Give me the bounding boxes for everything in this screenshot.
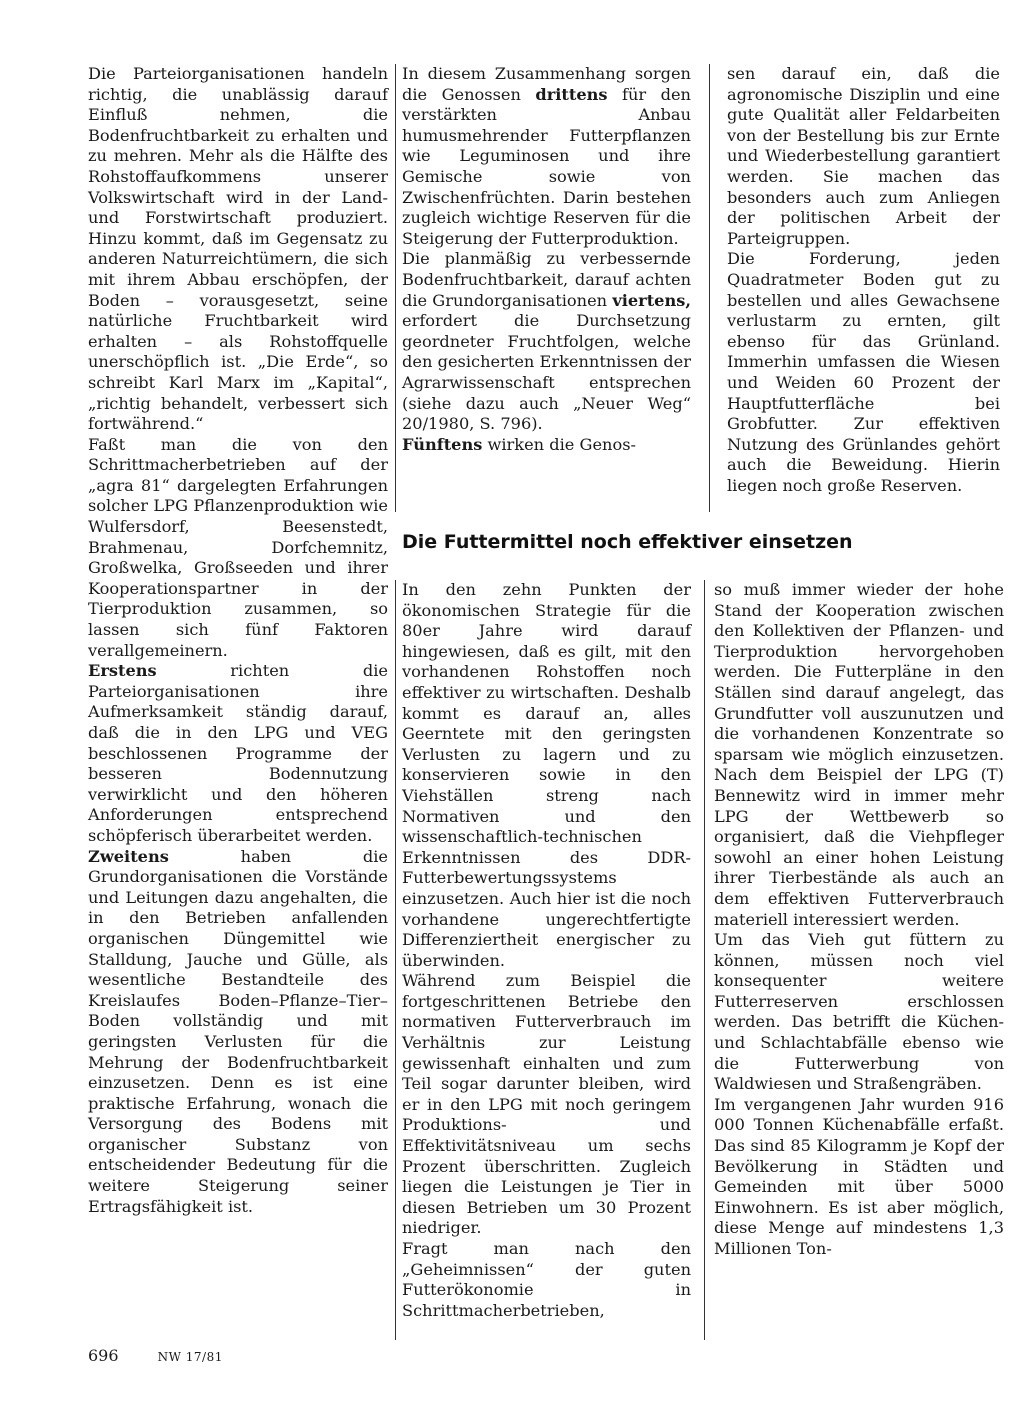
column-rule bbox=[704, 580, 705, 1340]
text-column-4 bbox=[402, 580, 691, 1321]
enumeration-word: Fünftens bbox=[402, 434, 483, 454]
paragraph-text: für den verstärkten Anbau humusmehrender Futterpflanzen wie Leguminosen und ihre Gemische sowie von Zwischenfrüchten. Darin bestehen zugleich wichtige Reserven für die Steigerung der Futterproduktion. bbox=[402, 84, 691, 248]
text-column-2 bbox=[402, 64, 691, 455]
column-rule bbox=[395, 580, 396, 1340]
paragraph: Fragt man nach den „Geheimnissen“ der guten Futterökonomie in Schrittmacherbetrieben, bbox=[402, 1239, 691, 1320]
paragraph-text: richten die Parteiorganisationen ihre Aufmerksamkeit ständig darauf, daß die in den LPG und VEG beschlossenen Programme der besseren Bodennutzung verwirklicht und den höheren Anforderungen entsprechend schöpferisch überarbeitet werden. bbox=[88, 661, 388, 845]
paragraph: Während zum Beispiel die fortgeschrittenen Betriebe den normativen Futterverbrauch im Verhältnis zur Leistung gewissenhaft einhalten und zum Teil sogar darunter bleiben, wird er in den LPG mit noch geringem Produktions- und Effektivitätsniveau um sechs Prozent überschritten. Zugleich liegen die Leistungen je Tier in diesen Betrieben um 30 Prozent niedriger. bbox=[402, 971, 691, 1238]
enumeration-word: Erstens bbox=[88, 661, 157, 681]
page-footer bbox=[88, 1346, 223, 1367]
paragraph bbox=[88, 847, 388, 1218]
paragraph-text: erfordert die Durchsetzung geordneter Fruchtfolgen, welche den gesicherten Erkenntnissen der Agrarwissenschaft entsprechen (siehe dazu auch „Neuer Weg“ 20/1980, S. 796). bbox=[402, 311, 691, 434]
section-heading: Die Futtermittel noch effektiver einsetzen bbox=[402, 531, 853, 553]
paragraph bbox=[402, 64, 691, 249]
paragraph-text: Die planmäßig zu verbessernde Bodenfruchtbarkeit, darauf achten die Grundorganisationen bbox=[402, 249, 691, 310]
issue-label: NW 17/81 bbox=[157, 1350, 223, 1364]
text-column-1 bbox=[88, 64, 388, 1217]
paragraph bbox=[402, 435, 691, 456]
paragraph bbox=[402, 249, 691, 434]
paragraph: In den zehn Punkten der ökonomischen Strategie für die 80er Jahre wird darauf hingewiesen, daß es gilt, mit den vorhandenen Rohstoffen noch effektiver zu wirtschaften. Deshalb kommt es darauf an, alles Geerntete mit den geringsten Verlusten zu lagern und zu konservieren sowie in den Viehställen streng nach Normativen und den wissenschaftlich-technischen Erkenntnissen des DDR-Futterbewertungssystems einzusetzen. Auch hier ist die noch vorhandene ungerechtfertigte Differenziertheit energischer zu überwinden. bbox=[402, 580, 691, 970]
paragraph bbox=[88, 661, 388, 846]
paragraph: so muß immer wieder der hohe Stand der Kooperation zwischen den Kollektiven der Pflanzen- und Tierproduktion hervorgehoben werden. Die Futterpläne in den Ställen sind darauf angelegt, das Grundfutter voll auszunutzen und die vorhandenen Konzentrate so sparsam wie möglich einzusetzen. Nach dem Beispiel der LPG (T) Bennewitz wird in immer mehr LPG der Wettbewerb so organisiert, daß die Viehpfleger sowohl an einer hohen Leistung ihrer Tierbestände als auch an dem effektiven Futterverbrauch materiell interessiert werden. bbox=[714, 580, 1004, 929]
paragraph: Die Parteiorganisationen handeln richtig, die unablässig darauf Einfluß nehmen, die Bodenfruchtbarkeit zu erhalten und zu mehren. Mehr als die Hälfte des Rohstoffaufkommens unserer Volkswirtschaft wird in der Land- und Forstwirtschaft produziert. Hinzu kommt, daß im Gegensatz zu anderen Naturreichtümern, die sich mit ihrem Abbau erschöpfen, der Boden – vorausgesetzt, seine natürliche Fruchtbarkeit wird erhalten – als Rohstoffquelle unerschöpflich ist. „Die Erde“, so schreibt Karl Marx im „Kapital“, „richtig behandelt, verbessert sich fortwährend.“ bbox=[88, 64, 388, 434]
paragraph-text: haben die Grundorganisationen die Vorstände und Leitungen dazu angehalten, die in den Betrieben anfallenden organischen Düngemittel wie Stalldung, Jauche und Gülle, als wesentliche Bestandteile des Kreislaufes Boden–Pflanze–Tier–Boden vollständig und mit geringsten Verlusten für die Mehrung der Bodenfruchtbarkeit einzusetzen. Denn es ist eine praktische Erfahrung, wonach die Versorgung des Bodens mit organischer Substanz von entscheidender Bedeutung für die weitere Steigerung seiner Ertragsfähigkeit ist. bbox=[88, 846, 388, 1216]
paragraph: Faßt man die von den Schrittmacherbetrieben auf der „agra 81“ dargelegten Erfahrungen solcher LPG Pflanzenproduktion wie Wulfersdorf, Beesenstedt, Brahmenau, Dorfchemnitz, Großwelka, Großseeden und ihrer Kooperationspartner in der Tierproduktion zusammen, so lassen sich fünf Faktoren verallgemeinern. bbox=[88, 434, 388, 660]
enumeration-word: viertens, bbox=[612, 290, 691, 310]
paragraph: sen darauf ein, daß die agronomische Disziplin und eine gute Qualität aller Feldarbeiten von der Bestellung bis zur Ernte und Wiederbestellung garantiert werden. Sie machen das besonders auch zum Anliegen der politischen Arbeit der Parteigruppen. bbox=[727, 64, 1000, 248]
column-rule bbox=[395, 64, 396, 512]
paragraph: Im vergangenen Jahr wurden 916 000 Tonnen Küchenabfälle erfaßt. Das sind 85 Kilogramm je Kopf der Bevölkerung in Städten und Gemeinden mit über 5000 Einwohnern. Es ist aber möglich, diese Menge auf mindestens 1,3 Millionen Ton- bbox=[714, 1094, 1004, 1258]
enumeration-word: Zweitens bbox=[88, 846, 169, 866]
text-column-5 bbox=[714, 580, 1004, 1260]
page-number: 696 bbox=[88, 1346, 119, 1365]
text-column-3 bbox=[727, 64, 1000, 496]
paragraph-text: In diesem Zusammenhang sorgen die Genossen bbox=[402, 64, 691, 104]
enumeration-word: drittens bbox=[535, 84, 608, 104]
paragraph-text: wirken die Genos- bbox=[482, 434, 636, 454]
paragraph: Die Forderung, jeden Quadratmeter Boden gut zu bestellen und alles Gewachsene verlustarm zu ernten, gilt ebenso für das Grünland. Immerhin umfassen die Wiesen und Weiden 60 Prozent der Hauptfutterfläche bei Grobfutter. Zur effektiven Nutzung des Grünlandes gehört auch die Beweidung. Hierin liegen noch große Reserven. bbox=[727, 249, 1000, 495]
paragraph: Um das Vieh gut füttern zu können, müssen noch viel konsequenter weitere Futterreserven erschlossen werden. Das betrifft die Küchen- und Schlachtabfälle ebenso wie die Futterwerbung von Waldwiesen und Straßengräben. bbox=[714, 930, 1004, 1094]
column-rule bbox=[709, 64, 710, 512]
